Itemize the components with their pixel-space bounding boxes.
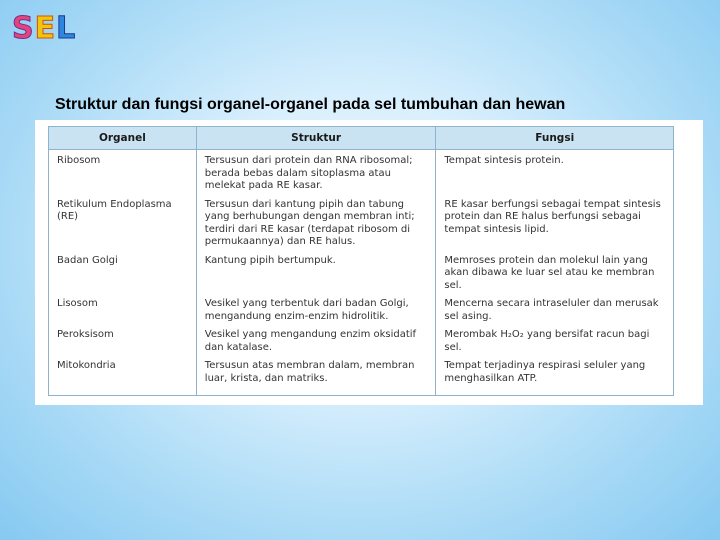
table-row — [49, 255, 674, 299]
cell-organel: Retikulum Endoplasma (RE) — [49, 199, 197, 255]
cell-fungsi: RE kasar berfungsi sebagai tempat sintesis protein dan RE halus berfungsi sebagai tempat sintesis lipid. — [436, 199, 674, 255]
cell-struktur: Tersusun dari kantung pipih dan tabung yang berhubungan dengan membran inti; terdiri dari RE kasar (terdapat ribosom di permukaannya) dan RE halus. — [196, 199, 436, 255]
table-row — [49, 360, 674, 396]
cell-organel: Badan Golgi — [49, 255, 197, 299]
cell-fungsi: Tempat terjadinya respirasi seluler yang menghasilkan ATP. — [436, 360, 674, 396]
cell-organel: Peroksisom — [49, 329, 197, 360]
cell-organel: Lisosom — [49, 298, 197, 329]
cell-fungsi: Merombak H₂O₂ yang bersifat racun bagi sel. — [436, 329, 674, 360]
header-organel: Organel — [49, 127, 197, 150]
table-panel — [35, 120, 703, 405]
cell-struktur: Vesikel yang mengandung enzim oksidatif dan katalase. — [196, 329, 436, 360]
cell-fungsi: Mencerna secara intraseluler dan merusak sel asing. — [436, 298, 674, 329]
cell-struktur: Tersusun atas membran dalam, membran luar, krista, dan matriks. — [196, 360, 436, 396]
cell-struktur: Vesikel yang terbentuk dari badan Golgi, mengandung enzim-enzim hidrolitik. — [196, 298, 436, 329]
organel-table — [48, 126, 674, 396]
logo-letter-l: L — [56, 11, 77, 46]
table-row — [49, 150, 674, 199]
logo-letter-s: S — [12, 11, 35, 46]
logo-letter-e: E — [34, 11, 57, 46]
table-header-row — [49, 127, 674, 150]
cell-struktur: Tersusun dari protein dan RNA ribosomal; berada bebas dalam sitoplasma atau melekat pada RE kasar. — [196, 150, 436, 199]
table-row — [49, 199, 674, 255]
cell-struktur: Kantung pipih bertumpuk. — [196, 255, 436, 299]
table-row — [49, 329, 674, 360]
header-struktur: Struktur — [196, 127, 436, 150]
cell-fungsi: Memroses protein dan molekul lain yang akan dibawa ke luar sel atau ke membran sel. — [436, 255, 674, 299]
header-fungsi: Fungsi — [436, 127, 674, 150]
sel-logo — [12, 12, 76, 46]
cell-organel: Mitokondria — [49, 360, 197, 396]
cell-fungsi: Tempat sintesis protein. — [436, 150, 674, 199]
slide-title: Struktur dan fungsi organel-organel pada sel tumbuhan dan hewan — [55, 96, 566, 113]
cell-organel: Ribosom — [49, 150, 197, 199]
table-row — [49, 298, 674, 329]
